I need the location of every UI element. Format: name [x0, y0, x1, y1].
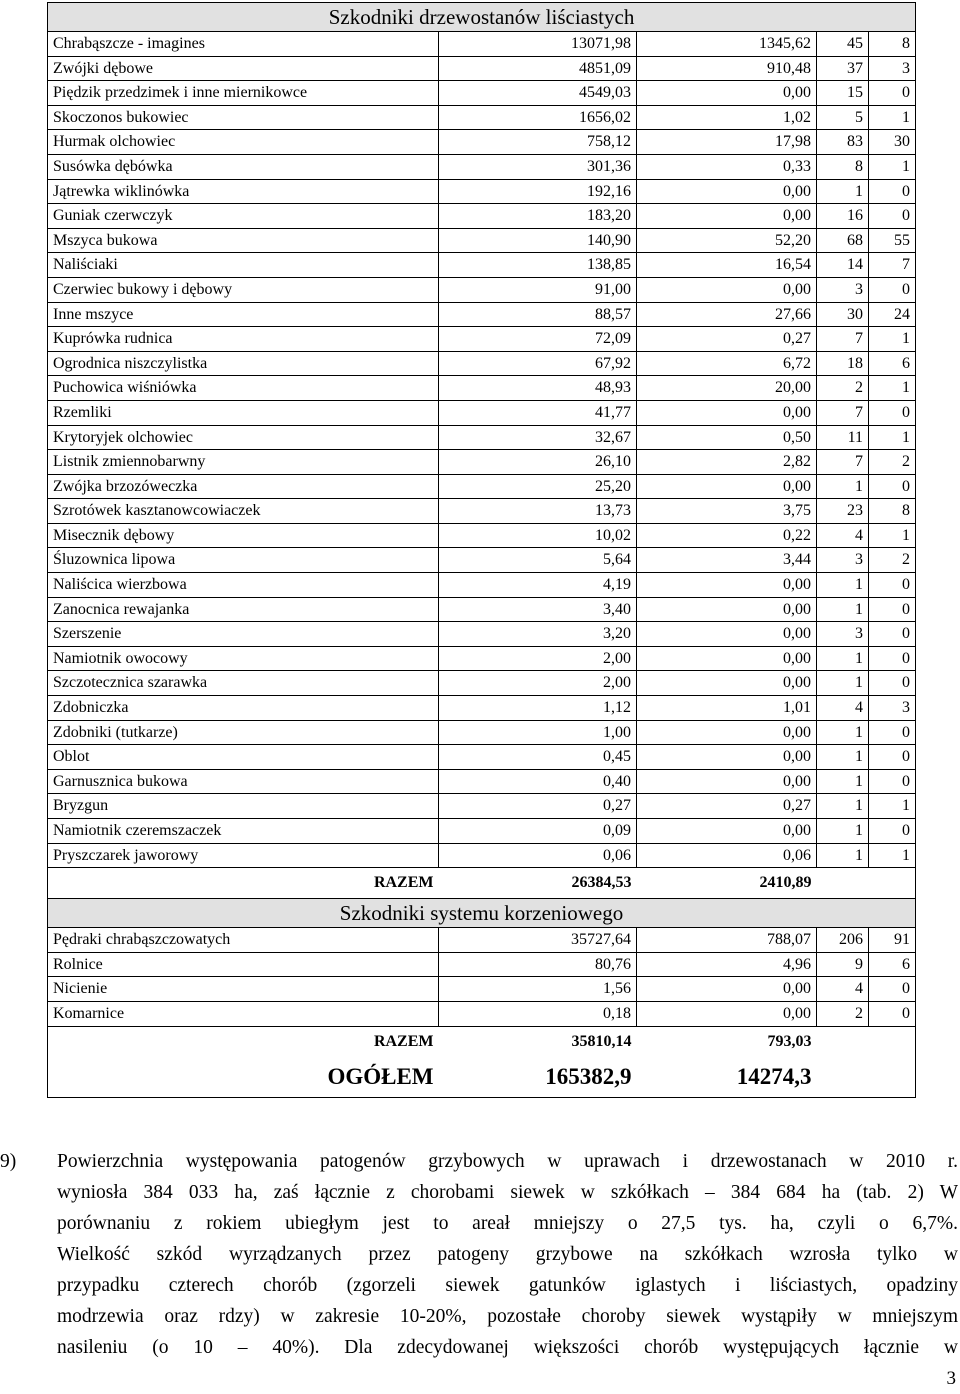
- value-cell: 0,18: [439, 1001, 637, 1026]
- grand-total-row: [48, 1057, 916, 1098]
- value-cell: 16,54: [637, 253, 817, 278]
- pest-name: Śluzownica lipowa: [48, 548, 439, 573]
- value-cell: 0,00: [637, 745, 817, 770]
- total-row: [48, 868, 916, 899]
- pest-name: Guniak czerwczyk: [48, 204, 439, 229]
- value-cell: 68: [817, 228, 869, 253]
- value-cell: 1: [869, 523, 916, 548]
- value-cell: 0,22: [637, 523, 817, 548]
- value-cell: 183,20: [439, 204, 637, 229]
- pest-name: Zdobniczka: [48, 696, 439, 721]
- value-cell: 9: [817, 952, 869, 977]
- value-cell: 4,19: [439, 573, 637, 598]
- table-row: [48, 228, 916, 253]
- value-cell: 5: [817, 105, 869, 130]
- table-row: [48, 425, 916, 450]
- table-row: [48, 400, 916, 425]
- value-cell: 0,33: [637, 154, 817, 179]
- value-cell: 10,02: [439, 523, 637, 548]
- value-cell: 206: [817, 928, 869, 953]
- value-cell: 4549,03: [439, 81, 637, 106]
- value-cell: 1: [869, 843, 916, 868]
- value-cell: 1: [817, 474, 869, 499]
- value-cell: 4,96: [637, 952, 817, 977]
- value-cell: 2,00: [439, 671, 637, 696]
- value-cell: 0: [869, 81, 916, 106]
- value-cell: 3: [817, 277, 869, 302]
- value-cell: 0: [869, 745, 916, 770]
- grand-total-label: OGÓŁEM: [48, 1057, 439, 1098]
- value-cell: 0,00: [637, 1001, 817, 1026]
- paragraph-line: nasileniu (o 10 – 40%). Dla zdecydowanej większości chorób występujących łącznie w: [57, 1337, 958, 1358]
- section-title: Szkodniki systemu korzeniowego: [48, 899, 916, 928]
- value-cell: 2: [869, 450, 916, 475]
- total-value: 2410,89: [759, 874, 812, 892]
- value-cell: 30: [817, 302, 869, 327]
- value-cell: 0,00: [637, 819, 817, 844]
- value-cell: 0: [869, 179, 916, 204]
- section-header: [48, 899, 916, 928]
- total-row: [48, 1026, 916, 1057]
- table-row: [48, 977, 916, 1002]
- total-empty: [817, 868, 916, 899]
- value-cell: 0,00: [637, 622, 817, 647]
- value-cell: 0: [869, 573, 916, 598]
- table-row: [48, 573, 916, 598]
- value-cell: 1,02: [637, 105, 817, 130]
- pest-name: Rolnice: [48, 952, 439, 977]
- value-cell: 17,98: [637, 130, 817, 155]
- value-cell: 1: [817, 179, 869, 204]
- pest-name: Zanocnica rewajanka: [48, 597, 439, 622]
- page-number: 3: [946, 1368, 956, 1389]
- value-cell: 0: [869, 597, 916, 622]
- value-cell: 0: [869, 474, 916, 499]
- value-cell: 1: [869, 425, 916, 450]
- table-row: [48, 154, 916, 179]
- value-cell: 4: [817, 696, 869, 721]
- value-cell: 32,67: [439, 425, 637, 450]
- table-row: [48, 302, 916, 327]
- pest-name: Zwójka brzozóweczka: [48, 474, 439, 499]
- value-cell: 1: [817, 671, 869, 696]
- value-cell: 45: [817, 32, 869, 57]
- value-cell: 0: [869, 400, 916, 425]
- value-cell: 192,16: [439, 179, 637, 204]
- table-row: [48, 56, 916, 81]
- table-row: [48, 720, 916, 745]
- table-row: [48, 952, 916, 977]
- table-row: [48, 105, 916, 130]
- pest-name: Jątrewka wiklinówka: [48, 179, 439, 204]
- table-row: [48, 819, 916, 844]
- table-row: [48, 204, 916, 229]
- section-title: Szkodniki drzewostanów liściastych: [48, 3, 916, 32]
- table-row: [48, 646, 916, 671]
- value-cell: 138,85: [439, 253, 637, 278]
- value-cell: 91: [869, 928, 916, 953]
- value-cell: 67,92: [439, 351, 637, 376]
- value-cell: 0: [869, 819, 916, 844]
- value-cell: 0,00: [637, 400, 817, 425]
- value-cell: 8: [869, 499, 916, 524]
- pest-name: Pędraki chrabąszczowatych: [48, 928, 439, 953]
- value-cell: 1: [869, 154, 916, 179]
- table-row: [48, 1001, 916, 1026]
- value-cell: 7: [817, 327, 869, 352]
- table-row: [48, 474, 916, 499]
- value-cell: 1: [817, 745, 869, 770]
- value-cell: 0,00: [637, 277, 817, 302]
- value-cell: 26,10: [439, 450, 637, 475]
- total-label: RAZEM: [48, 1026, 439, 1057]
- value-cell: 0: [869, 622, 916, 647]
- value-cell: 0: [869, 204, 916, 229]
- value-cell: 0,09: [439, 819, 637, 844]
- value-cell: 3: [817, 548, 869, 573]
- pest-name: Rzemliki: [48, 400, 439, 425]
- table-row: [48, 376, 916, 401]
- value-cell: 3: [817, 622, 869, 647]
- paragraph-line: wyniosła 384 033 ha, zaś łącznie z chorobami siewek w szkółkach – 384 684 ha (tab. 2) W: [57, 1182, 958, 1203]
- value-cell: 18: [817, 351, 869, 376]
- value-cell: 1,56: [439, 977, 637, 1002]
- value-cell: 14: [817, 253, 869, 278]
- grand-total-value: 165382,9: [439, 1057, 637, 1098]
- pest-name: Chrabąszcze - imagines: [48, 32, 439, 57]
- value-cell: 88,57: [439, 302, 637, 327]
- value-cell: 1: [817, 573, 869, 598]
- pest-name: Namiotnik owocowy: [48, 646, 439, 671]
- value-cell: 0,00: [637, 573, 817, 598]
- value-cell: 0: [869, 646, 916, 671]
- pest-name: Puchowica wiśniówka: [48, 376, 439, 401]
- paragraph-number: [0, 1332, 57, 1363]
- value-cell: 1: [869, 327, 916, 352]
- pest-name: Naliścica wierzbowa: [48, 573, 439, 598]
- pest-name: Mszyca bukowa: [48, 228, 439, 253]
- value-cell: 24: [869, 302, 916, 327]
- value-cell: 301,36: [439, 154, 637, 179]
- value-cell: 1,12: [439, 696, 637, 721]
- total-value: 35810,14: [571, 1032, 632, 1050]
- pest-name: Listnik zmiennobarwny: [48, 450, 439, 475]
- pest-name: Szerszenie: [48, 622, 439, 647]
- pest-name: Inne mszyce: [48, 302, 439, 327]
- value-cell: 1: [817, 843, 869, 868]
- value-cell: 1,00: [439, 720, 637, 745]
- value-cell: 27,66: [637, 302, 817, 327]
- paragraph: [0, 1146, 958, 1363]
- paragraph-number: [0, 1208, 57, 1239]
- pest-name: Skoczonos bukowiec: [48, 105, 439, 130]
- total-empty: [817, 1026, 916, 1057]
- table-row: [48, 671, 916, 696]
- value-cell: 8: [869, 32, 916, 57]
- table-row: [48, 843, 916, 868]
- value-cell: 48,93: [439, 376, 637, 401]
- value-cell: 25,20: [439, 474, 637, 499]
- table-row: [48, 928, 916, 953]
- value-cell: 1: [817, 794, 869, 819]
- value-cell: 4: [817, 977, 869, 1002]
- pest-name: Naliściaki: [48, 253, 439, 278]
- value-cell: 4: [817, 523, 869, 548]
- value-cell: 0,50: [637, 425, 817, 450]
- paragraph-line: modrzewia oraz rdzy) w zakresie 10-20%, pozostałe choroby siewek wystąpiły w mniejszym: [57, 1306, 958, 1327]
- paragraph-line: przypadku czterech chorób (zgorzeli siewek gatunków iglastych i liściastych, opadziny: [57, 1275, 958, 1296]
- value-cell: 1: [817, 769, 869, 794]
- value-cell: 0: [869, 1001, 916, 1026]
- pest-name: Komarnice: [48, 1001, 439, 1026]
- table-row: [48, 745, 916, 770]
- value-cell: 1: [817, 819, 869, 844]
- value-cell: 3: [869, 696, 916, 721]
- value-cell: 788,07: [637, 928, 817, 953]
- table-row: [48, 769, 916, 794]
- value-cell: 16: [817, 204, 869, 229]
- pest-name: Namiotnik czeremszaczek: [48, 819, 439, 844]
- paragraph-number: 9): [0, 1151, 17, 1172]
- value-cell: 0,00: [637, 671, 817, 696]
- value-cell: 0,27: [439, 794, 637, 819]
- value-cell: 2,00: [439, 646, 637, 671]
- value-cell: 11: [817, 425, 869, 450]
- paragraph-number: [0, 1270, 57, 1301]
- value-cell: 140,90: [439, 228, 637, 253]
- value-cell: 41,77: [439, 400, 637, 425]
- table-row: [48, 523, 916, 548]
- value-cell: 0: [869, 977, 916, 1002]
- pest-name: Szczotecznica szarawka: [48, 671, 439, 696]
- pest-name: Piędzik przedzimek i inne miernikowce: [48, 81, 439, 106]
- value-cell: 6,72: [637, 351, 817, 376]
- value-cell: 758,12: [439, 130, 637, 155]
- section-header: [48, 3, 916, 32]
- table-row: [48, 130, 916, 155]
- table-row: [48, 277, 916, 302]
- value-cell: 1: [869, 794, 916, 819]
- paragraph-number: [0, 1177, 57, 1208]
- value-cell: 2: [817, 376, 869, 401]
- table-row: [48, 32, 916, 57]
- value-cell: 0,00: [637, 179, 817, 204]
- table-row: [48, 179, 916, 204]
- value-cell: 3,44: [637, 548, 817, 573]
- pest-name: Pryszczarek jaworowy: [48, 843, 439, 868]
- value-cell: 6: [869, 351, 916, 376]
- value-cell: 1345,62: [637, 32, 817, 57]
- value-cell: 2: [869, 548, 916, 573]
- value-cell: 0: [869, 720, 916, 745]
- paragraph-line: Powierzchnia występowania patogenów grzybowych w uprawach i drzewostanach w 2010 r.: [57, 1151, 958, 1172]
- value-cell: 1: [869, 105, 916, 130]
- pest-name: Zwójki dębowe: [48, 56, 439, 81]
- value-cell: 5,64: [439, 548, 637, 573]
- value-cell: 0: [869, 769, 916, 794]
- value-cell: 13071,98: [439, 32, 637, 57]
- table-row: [48, 81, 916, 106]
- table-row: [48, 253, 916, 278]
- value-cell: 13,73: [439, 499, 637, 524]
- value-cell: 8: [817, 154, 869, 179]
- value-cell: 0,00: [637, 81, 817, 106]
- table-row: [48, 351, 916, 376]
- grand-total-empty: [817, 1057, 916, 1098]
- total-value: 793,03: [767, 1032, 812, 1050]
- pest-name: Kuprówka rudnica: [48, 327, 439, 352]
- paragraph-number: [0, 1239, 57, 1270]
- pest-name: Susówka dębówka: [48, 154, 439, 179]
- value-cell: 1: [817, 646, 869, 671]
- value-cell: 3,40: [439, 597, 637, 622]
- value-cell: 20,00: [637, 376, 817, 401]
- value-cell: 4851,09: [439, 56, 637, 81]
- value-cell: 30: [869, 130, 916, 155]
- pest-name: Bryzgun: [48, 794, 439, 819]
- value-cell: 2: [817, 1001, 869, 1026]
- total-value: 26384,53: [571, 874, 632, 892]
- pest-name: Ogrodnica niszczylistka: [48, 351, 439, 376]
- table-row: [48, 794, 916, 819]
- value-cell: 0,00: [637, 769, 817, 794]
- pest-name: Hurmak olchowiec: [48, 130, 439, 155]
- grand-total-value: 14274,3: [637, 1057, 817, 1098]
- value-cell: 3,75: [637, 499, 817, 524]
- pest-name: Czerwiec bukowy i dębowy: [48, 277, 439, 302]
- value-cell: 1: [817, 720, 869, 745]
- value-cell: 55: [869, 228, 916, 253]
- value-cell: 0,00: [637, 474, 817, 499]
- table-row: [48, 597, 916, 622]
- table-row: [48, 548, 916, 573]
- table-row: [48, 499, 916, 524]
- value-cell: 0,40: [439, 769, 637, 794]
- value-cell: 3: [869, 56, 916, 81]
- total-label: RAZEM: [48, 868, 439, 899]
- pest-table: [47, 2, 916, 1098]
- value-cell: 2,82: [637, 450, 817, 475]
- value-cell: 0: [869, 671, 916, 696]
- pest-name: Oblot: [48, 745, 439, 770]
- value-cell: 7: [817, 450, 869, 475]
- value-cell: 0,06: [439, 843, 637, 868]
- pest-name: Szrotówek kasztanowcowiaczek: [48, 499, 439, 524]
- value-cell: 7: [869, 253, 916, 278]
- table-row: [48, 327, 916, 352]
- value-cell: 1: [869, 376, 916, 401]
- value-cell: 1: [817, 597, 869, 622]
- table-row: [48, 622, 916, 647]
- value-cell: 35727,64: [439, 928, 637, 953]
- value-cell: 91,00: [439, 277, 637, 302]
- table-row: [48, 696, 916, 721]
- pest-name: Nicienie: [48, 977, 439, 1002]
- value-cell: 1656,02: [439, 105, 637, 130]
- value-cell: 0,00: [637, 204, 817, 229]
- pest-name: Garnusznica bukowa: [48, 769, 439, 794]
- value-cell: 3,20: [439, 622, 637, 647]
- value-cell: 6: [869, 952, 916, 977]
- paragraph-number: [0, 1301, 57, 1332]
- value-cell: 0,00: [637, 720, 817, 745]
- table-row: [48, 450, 916, 475]
- value-cell: 0,00: [637, 597, 817, 622]
- paragraph-line: porównaniu z rokiem ubiegłym jest to areał mniejszy o 27,5 tys. ha, czyli o 6,7%.: [57, 1213, 958, 1234]
- value-cell: 0,06: [637, 843, 817, 868]
- value-cell: 0,00: [637, 977, 817, 1002]
- value-cell: 910,48: [637, 56, 817, 81]
- value-cell: 1,01: [637, 696, 817, 721]
- value-cell: 0: [869, 277, 916, 302]
- pest-name: Zdobniki (tutkarze): [48, 720, 439, 745]
- value-cell: 80,76: [439, 952, 637, 977]
- value-cell: 52,20: [637, 228, 817, 253]
- value-cell: 0,00: [637, 646, 817, 671]
- value-cell: 0,45: [439, 745, 637, 770]
- value-cell: 37: [817, 56, 869, 81]
- pest-name: Misecznik dębowy: [48, 523, 439, 548]
- value-cell: 72,09: [439, 327, 637, 352]
- paragraph-line: Wielkość szkód wyrządzanych przez patogeny grzybowe na szkółkach wzrosła tylko w: [57, 1244, 958, 1265]
- pest-name: Krytoryjek olchowiec: [48, 425, 439, 450]
- value-cell: 83: [817, 130, 869, 155]
- value-cell: 15: [817, 81, 869, 106]
- value-cell: 7: [817, 400, 869, 425]
- value-cell: 0,27: [637, 327, 817, 352]
- value-cell: 0,27: [637, 794, 817, 819]
- value-cell: 23: [817, 499, 869, 524]
